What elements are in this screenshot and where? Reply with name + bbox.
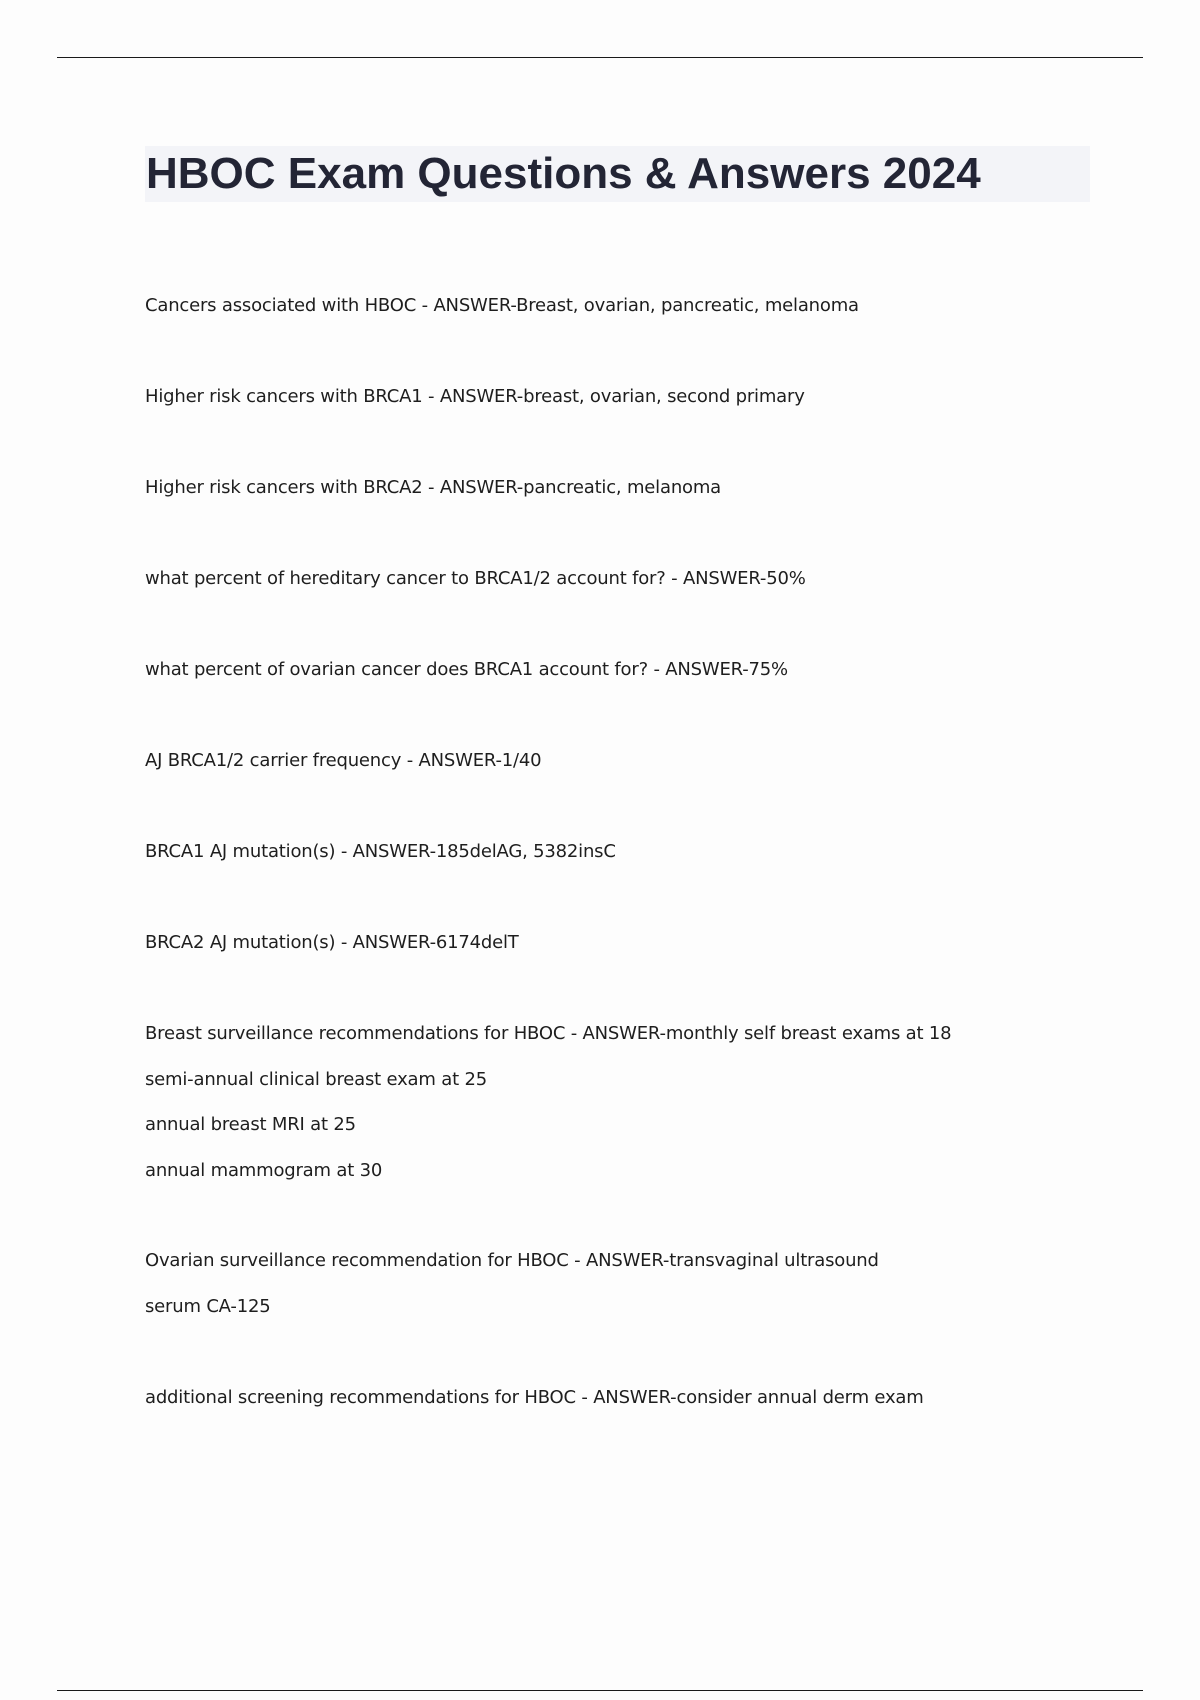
qa-line: Breast surveillance recommendations for HBOC - ANSWER-monthly self breast exams at 18 (145, 1023, 952, 1044)
question-text: what percent of ovarian cancer does BRCA1 account for? (145, 659, 648, 680)
answer-text: 185delAG, 5382insC (435, 841, 616, 862)
qa-item (145, 568, 1145, 614)
answer-text: transvaginal ultrasound (669, 1250, 879, 1271)
qa-item (145, 295, 1145, 341)
qa-line: what percent of ovarian cancer does BRCA1 account for? - ANSWER-75% (145, 659, 788, 680)
answer-text: 6174delT (435, 932, 519, 953)
question-text: what percent of hereditary cancer to BRCA1/2 account for? (145, 568, 666, 589)
qa-line: Higher risk cancers with BRCA2 - ANSWER-pancreatic, melanoma (145, 477, 722, 498)
qa-line: AJ BRCA1/2 carrier frequency - ANSWER-1/40 (145, 750, 542, 771)
answer-continuation: annual breast MRI at 25 (145, 1114, 356, 1135)
qa-line: Cancers associated with HBOC - ANSWER-Breast, ovarian, pancreatic, melanoma (145, 295, 859, 316)
answer-text: monthly self breast exams at 18 (665, 1023, 952, 1044)
page-title: HBOC Exam Questions & Answers 2024 (146, 149, 981, 198)
answer-text: 75% (748, 659, 788, 680)
bottom-rule (57, 1690, 1143, 1691)
question-text: Ovarian surveillance recommendation for HBOC (145, 1250, 569, 1271)
question-text: Breast surveillance recommendations for HBOC (145, 1023, 566, 1044)
qa-item (145, 932, 1145, 978)
question-text: BRCA1 AJ mutation(s) (145, 841, 336, 862)
top-rule (57, 57, 1143, 58)
qa-line: BRCA2 AJ mutation(s) - ANSWER-6174delT (145, 932, 519, 953)
question-text: BRCA2 AJ mutation(s) (145, 932, 336, 953)
question-text: AJ BRCA1/2 carrier frequency (145, 750, 402, 771)
qa-line: Higher risk cancers with BRCA1 - ANSWER-breast, ovarian, second primary (145, 386, 805, 407)
answer-text: 50% (766, 568, 806, 589)
answer-text: 1/40 (501, 750, 542, 771)
qa-item (145, 659, 1145, 705)
question-text: Cancers associated with HBOC (145, 295, 417, 316)
answer-continuation: semi-annual clinical breast exam at 25 (145, 1068, 487, 1090)
answer-text: Breast, ovarian, pancreatic, melanoma (516, 295, 859, 316)
qa-item (145, 750, 1145, 796)
answer-text: breast, ovarian, second primary (523, 386, 805, 407)
qa-item (145, 386, 1145, 432)
answer-continuation: serum CA-125 (145, 1295, 271, 1317)
answer-text: pancreatic, melanoma (523, 477, 722, 498)
qa-item (145, 1387, 1145, 1433)
qa-item (145, 1023, 1145, 1205)
answer-continuation: annual mammogram at 30 (145, 1159, 383, 1181)
qa-line: what percent of hereditary cancer to BRCA1/2 account for? - ANSWER-50% (145, 568, 806, 589)
answer-text: consider annual derm exam (676, 1387, 924, 1408)
question-text: additional screening recommendations for HBOC (145, 1387, 576, 1408)
qa-item (145, 1250, 1145, 1341)
qa-line: Ovarian surveillance recommendation for HBOC - ANSWER-transvaginal ultrasound (145, 1250, 879, 1271)
qa-item (145, 477, 1145, 523)
qa-line: additional screening recommendations for HBOC - ANSWER-consider annual derm exam (145, 1387, 924, 1408)
qa-line: BRCA1 AJ mutation(s) - ANSWER-185delAG, 5382insC (145, 841, 616, 862)
qa-item (145, 841, 1145, 887)
question-text: Higher risk cancers with BRCA1 (145, 386, 423, 407)
question-text: Higher risk cancers with BRCA2 (145, 477, 423, 498)
